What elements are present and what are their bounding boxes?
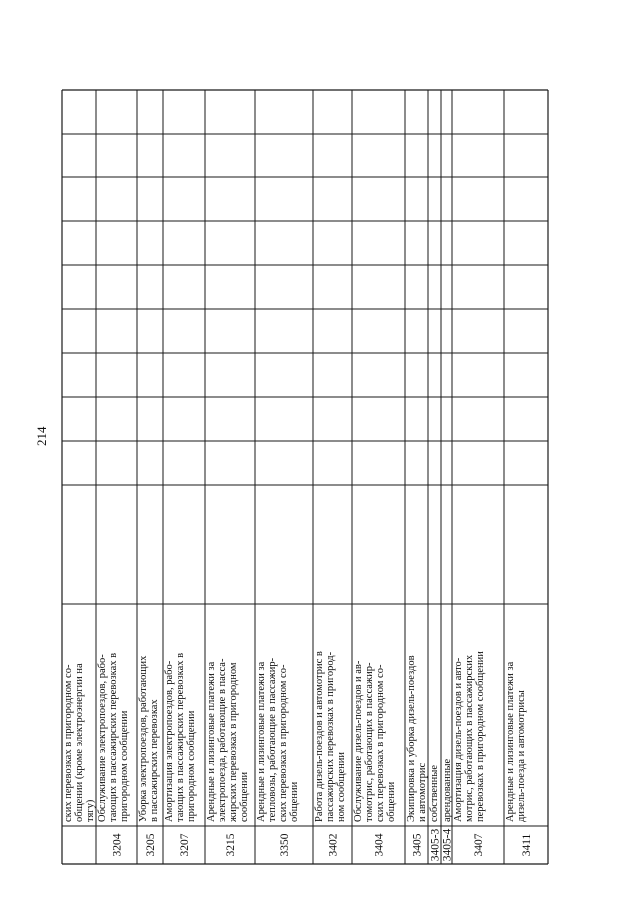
row-code: 3350 [279,833,291,857]
row-label-line: Обслуживание дизель-поездов и ав- [353,660,364,822]
row-label-line: ских перевозках в пригородном со- [375,664,386,822]
row-code: 3405-3 [429,828,442,862]
row-label-line: Обслуживание электропоездов, рабо- [97,654,108,822]
row-code: 3215 [225,833,237,857]
row-label-line: в пассажирских перевозках [149,699,160,822]
row-label-line: ских перевозках в пригородном со- [278,664,289,822]
row-label-line: Арендные и лизинговые платежи за [505,661,516,822]
row-code: 3405-4 [441,828,454,862]
row-label-line: электропоезда, работающие в пасса- [217,658,228,822]
row-code: 3402 [327,833,340,857]
row-label-line: тепловозы, работающие в пассажир- [267,657,278,822]
row-code: 3204 [111,833,124,857]
row-label-line: пассажирских перевозках в пригород- [325,651,336,822]
row-code: 3411 [521,833,533,857]
row-label-line: тягу) [85,799,96,822]
row-label-line: перевозках в пригородном сообщении [475,651,486,822]
row-label-line: Арендные и лизинговые платежи за [256,661,267,822]
row-label-line: жирских перевозках в пригородном [228,662,239,822]
row-label-line: арендованные [442,758,453,822]
row-label-line: Амортизация дизель-поездов и авто- [453,657,464,822]
row-label-line: томотрис, работающих в пассажир- [364,662,375,822]
row-code: 3404 [373,833,386,857]
row-label-line: общении (кроме электроэнергии на [74,663,85,822]
row-label-line: пригородном сообщении [186,710,197,822]
row-label-line: общении [289,781,300,822]
row-label-line: собственные [429,764,440,822]
row-label-line: Работа дизель-поездов и автомотрис в [314,651,325,822]
row-label-line: ном сообщении [336,751,347,822]
row-label-line: тающих в пассажирских перевозках в [175,652,186,822]
page-number: 214 [34,426,49,446]
row-label-line: Уборка электропоездов, работающих [138,655,149,822]
row-label-line: общении [386,781,397,822]
row-code: 3207 [179,833,191,857]
row-code: 3205 [145,833,157,857]
row-label-line: сообщении [239,771,250,822]
row-label-line: Экипировка и уборка дизель-поездов [406,655,417,822]
row-label-line: тающих в пассажирских перевозках в [108,652,119,822]
row-label-line: Амортизация электропоездов, рабо- [164,660,175,822]
row-label-line: и автомотрис [417,762,428,822]
row-label-line: ских перевозках в пригородном со- [63,664,74,822]
row-code: 3407 [473,833,485,857]
row-label-line: Арендные и лизинговые платежи за [206,661,217,822]
row-code: 3405 [411,833,424,857]
row-label-line: мотрис, работающих в пассажирских [464,654,475,822]
row-label-line: дизель-поезда и автомотрисы [516,690,527,822]
row-label-line: пригородном сообщении [119,710,130,822]
